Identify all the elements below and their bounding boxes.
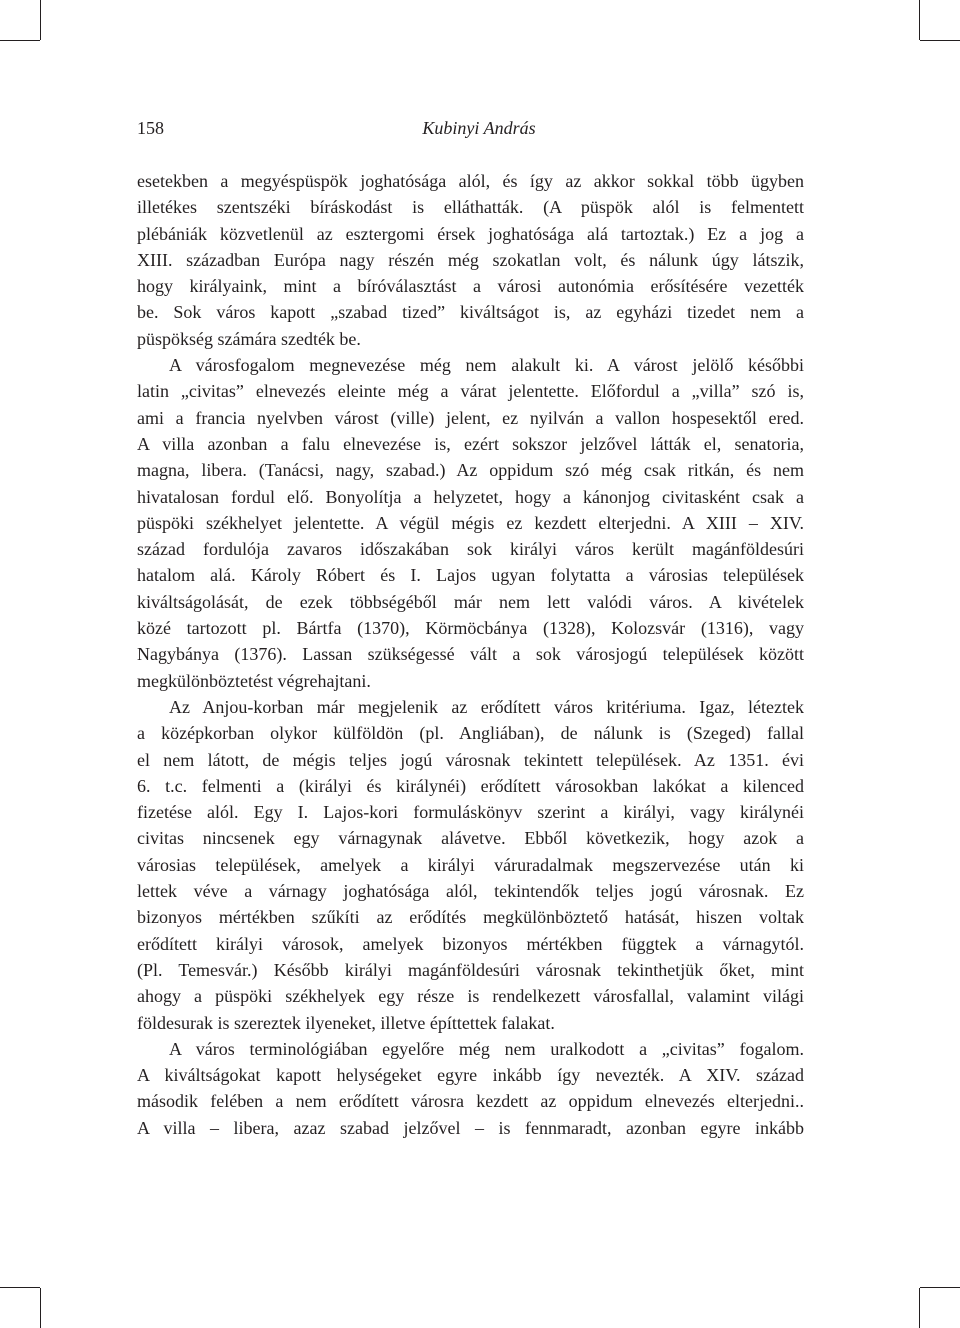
text-line: erődített királyi városok, amelyek bizonyos mértékben függtek a várnagytól.: [137, 933, 804, 954]
text-line: el nem látott, de mégis teljes jogú városnak tekintett települések. Az 1351. évi: [137, 749, 804, 770]
page-number: 158: [137, 118, 164, 138]
text-line: be. Sok város kapott „szabad tized” kiváltságot is, az egyházi tizedet nem a: [137, 302, 804, 323]
text-line: földesurak is szereztek ilyeneket, illetve építtettek falakat.: [137, 1012, 555, 1033]
text-line: esetekben a megyéspüspök joghatósága alól, és így az akkor sokkal több ügyben: [137, 171, 804, 191]
text-line: püspökség számára szedték be.: [137, 328, 361, 349]
text-line: közé tartozott pl. Bártfa (1370), Körmöcbánya (1328), Kolozsvár (1316), vagy: [137, 618, 804, 639]
text-line: A városfogalom megnevezése még nem alakult ki. A várost jelölő későbbi: [169, 355, 804, 376]
crop-mark: [920, 1287, 960, 1288]
text-line: városias települések, amelyek a királyi váruradalmak megszervezése után ki: [137, 854, 804, 875]
crop-mark: [0, 1287, 40, 1288]
text-line: ami a francia nyelvben várost (ville) jelent, ez nyilván a vallon hospesektől ered.: [137, 407, 804, 428]
paragraph: [137, 694, 804, 1036]
text-line: Nagybánya (1376). Lassan szükségessé vált a sok városjogú települések között: [137, 644, 804, 665]
text-line: magna, libera. (Tanácsi, nagy, szabad.) Az oppidum szó még csak ritkán, és nem: [137, 460, 804, 481]
paragraph: [137, 168, 804, 352]
crop-mark: [40, 1288, 41, 1328]
text-line: hatalom alá. Károly Róbert és I. Lajos ugyan folytatta a városias települések: [137, 565, 804, 586]
paragraph: [137, 1036, 804, 1141]
text-line: lettek véve a várnagy joghatósága alól, tekintendők teljes jogú városnak. Ez: [137, 881, 804, 902]
text-line: illetékes szentszéki bíráskodást is elláthatták. (A püspök alól is felmentett: [137, 197, 804, 218]
text-line: a középkorban olykor külföldön (pl. Angliában), de nálunk is (Szeged) fallal: [137, 723, 804, 744]
crop-mark: [919, 0, 920, 40]
text-line: második felében a nem erődített városra kezdett az oppidum elnevezés elterjedni..: [137, 1091, 804, 1112]
text-line: fizetése alól. Egy I. Lajos-kori formuláskönyv szerint a királyi, vagy királynéi: [137, 802, 804, 823]
text-line: bizonyos mértékben szűkíti az erődítés megkülönböztető hatását, hiszen voltak: [137, 907, 804, 928]
crop-mark: [40, 0, 41, 40]
text-line: plébániák közvetlenül az esztergomi érsek joghatósága alá tartoztak.) Ez a jog a: [137, 223, 804, 244]
text-line: kiváltságolását, de ezek többségéből már nem lett valódi város. A kivételek: [137, 591, 804, 612]
text-line: hogy királyaink, mint a bíróválasztást a városi autonómia erősítésére vezették: [137, 276, 804, 297]
paragraph: [137, 352, 804, 694]
text-line: A város terminológiában egyelőre még nem uralkodott a „civitas” fogalom.: [169, 1038, 804, 1059]
text-line: A kiváltságokat kapott helységeket egyre inkább így nevezték. A XIV. század: [137, 1065, 804, 1086]
text-line: latin „civitas” elnevezés eleinte még a várat jelentette. Előfordul a „villa” szó is,: [137, 381, 804, 402]
page-header: [137, 118, 821, 142]
text-line: püspöki székhelyet jelentette. A végül mégis ez kezdett elterjedni. A XIII – XIV.: [137, 512, 804, 533]
text-line: hivatalosan fordul elő. Bonyolítja a helyzetet, hogy a kánonjog civitasként csak a: [137, 486, 804, 507]
crop-mark: [919, 1288, 920, 1328]
text-line: megkülönböztetést végrehajtani.: [137, 670, 371, 691]
crop-mark: [0, 40, 40, 41]
text-line: ahogy a püspöki székhelyek egy része is rendelkezett városfallal, valamint világi: [137, 986, 804, 1007]
text-line: Az Anjou-korban már megjelenik az erődített város kritériuma. Igaz, léteztek: [169, 696, 804, 717]
text-line: 6. t.c. felmenti a (királyi és királynéi) erődített városokban lakókat a kilenced: [137, 775, 804, 796]
text-line: A villa – libera, azaz szabad jelzővel – is fennmaradt, azonban egyre inkább: [137, 1117, 804, 1138]
text-line: század fordulója zavaros időszakában sok királyi város került magánföldesúri: [137, 539, 804, 560]
running-head-author: Kubinyi András: [422, 118, 536, 138]
text-line: A villa azonban a falu elnevezése is, ezért sokszor jelzővel látták el, senatoria,: [137, 433, 804, 454]
body-text: [137, 168, 804, 1141]
text-line: (Pl. Temesvár.) Később királyi magánföldesúri városnak tekinthetjük őket, mint: [137, 959, 804, 980]
text-line: XIII. században Európa nagy részén még szokatlan volt, és nálunk úgy látszik,: [137, 249, 804, 270]
crop-mark: [920, 40, 960, 41]
text-line: civitas nincsenek egy várnagynak alávetve. Ebből következik, hogy azok a: [137, 828, 804, 849]
